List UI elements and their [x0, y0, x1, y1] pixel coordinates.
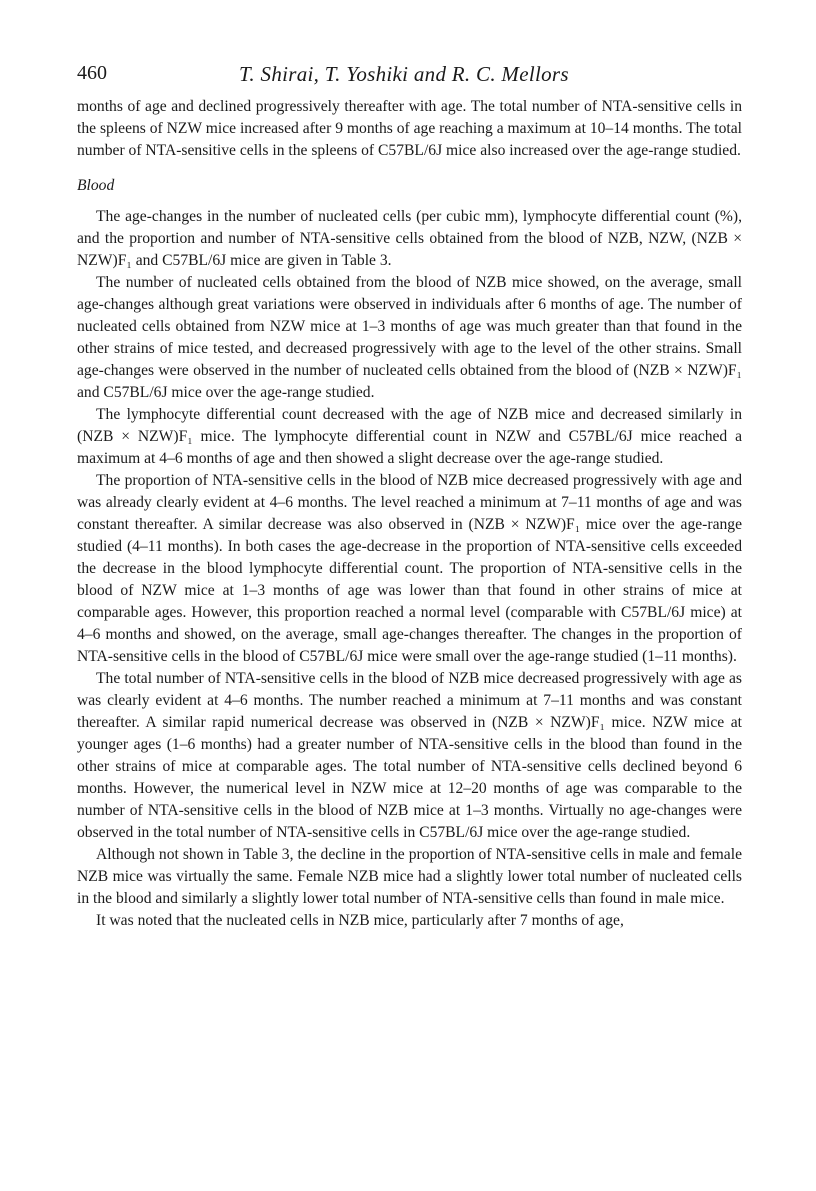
- body-paragraph: The lymphocyte differential count decreased with the age of NZB mice and decreased similarly in (NZB × NZW)F₁ mice. The lymphocyte differential count in NZW and C57BL/6J mice reached a maximum at 4–6 months of age and then showed a slight decrease over the age-range studied.: [77, 406, 742, 467]
- page-number: 460: [77, 62, 107, 84]
- journal-page: [77, 62, 742, 932]
- body-paragraph: The age-changes in the number of nucleated cells (per cubic mm), lymphocyte differential count (%), and the proportion and number of NTA-sensitive cells obtained from the blood of NZB, NZW, (NZB × NZW)F₁ and C57BL/6J mice are given in Table 3.: [77, 208, 742, 269]
- body-paragraph: The proportion of NTA-sensitive cells in the blood of NZB mice decreased progressively with age and was already clearly evident at 4–6 months. The level reached a minimum at 7–11 months of age and was constant thereafter. A similar decrease was also observed in (NZB × NZW)F₁ mice over the age-range studied (4–11 months). In both cases the age-decrease in the proportion of NTA-sensitive cells exceeded the decrease in the blood lymphocyte differential count. The proportion of NTA-sensitive cells in the blood of NZW mice at 1–3 months of age was lower than that found in other strains of mice at comparable ages. However, this proportion reached a normal level (comparable with C57BL/6J mice) at 4–6 months and showed, on the average, small age-changes thereafter. The changes in the proportion of NTA-sensitive cells in the blood of C57BL/6J mice were small over the age-range studied (1–11 months).: [77, 472, 742, 665]
- body-paragraph: It was noted that the nucleated cells in NZB mice, particularly after 7 months of age,: [96, 912, 624, 929]
- page-header: [77, 62, 742, 96]
- body-paragraph: The number of nucleated cells obtained from the blood of NZB mice showed, on the average, small age-changes although great variations were observed in individuals after 6 months of age. The number of nucleated cells obtained from NZW mice at 1–3 months of age was much greater than that found in the other strains of mice tested, and decreased progressively with age to the level of the other strains. Small age-changes were observed in the number of nucleated cells obtained from the blood of (NZB × NZW)F₁ and C57BL/6J mice over the age-range studied.: [77, 274, 742, 401]
- continuation-paragraph: months of age and declined progressively thereafter with age. The total number of NTA-sensitive cells in the spleens of NZW mice increased after 9 months of age reaching a maximum at 10–14 months. The total number of NTA-sensitive cells in the spleens of C57BL/6J mice also increased over the age-range studied.: [77, 98, 742, 159]
- running-head: T. Shirai, T. Yoshiki and R. C. Mellors: [239, 62, 569, 86]
- body-paragraph: Although not shown in Table 3, the decline in the proportion of NTA-sensitive cells in male and female NZB mice was virtually the same. Female NZB mice had a slightly lower total number of nucleated cells in the blood and similarly a slightly lower total number of NTA-sensitive cells than found in male mice.: [77, 846, 742, 907]
- body-paragraph: The total number of NTA-sensitive cells in the blood of NZB mice decreased progressively with age as was clearly evident at 4–6 months. The number reached a minimum at 7–11 months and was constant thereafter. A similar rapid numerical decrease was observed in (NZB × NZW)F₁ mice. NZW mice at younger ages (1–6 months) had a greater number of NTA-sensitive cells in the blood than found in the other strains of mice at comparable ages. The total number of NTA-sensitive cells declined beyond 6 months. However, the numerical level in NZW mice at 12–20 months of age was comparable to the number of NTA-sensitive cells in the blood of NZB mice at 1–3 months. Virtually no age-changes were observed in the total number of NTA-sensitive cells in C57BL/6J mice over the age-range studied.: [77, 670, 742, 841]
- section-heading-blood: Blood: [77, 177, 115, 194]
